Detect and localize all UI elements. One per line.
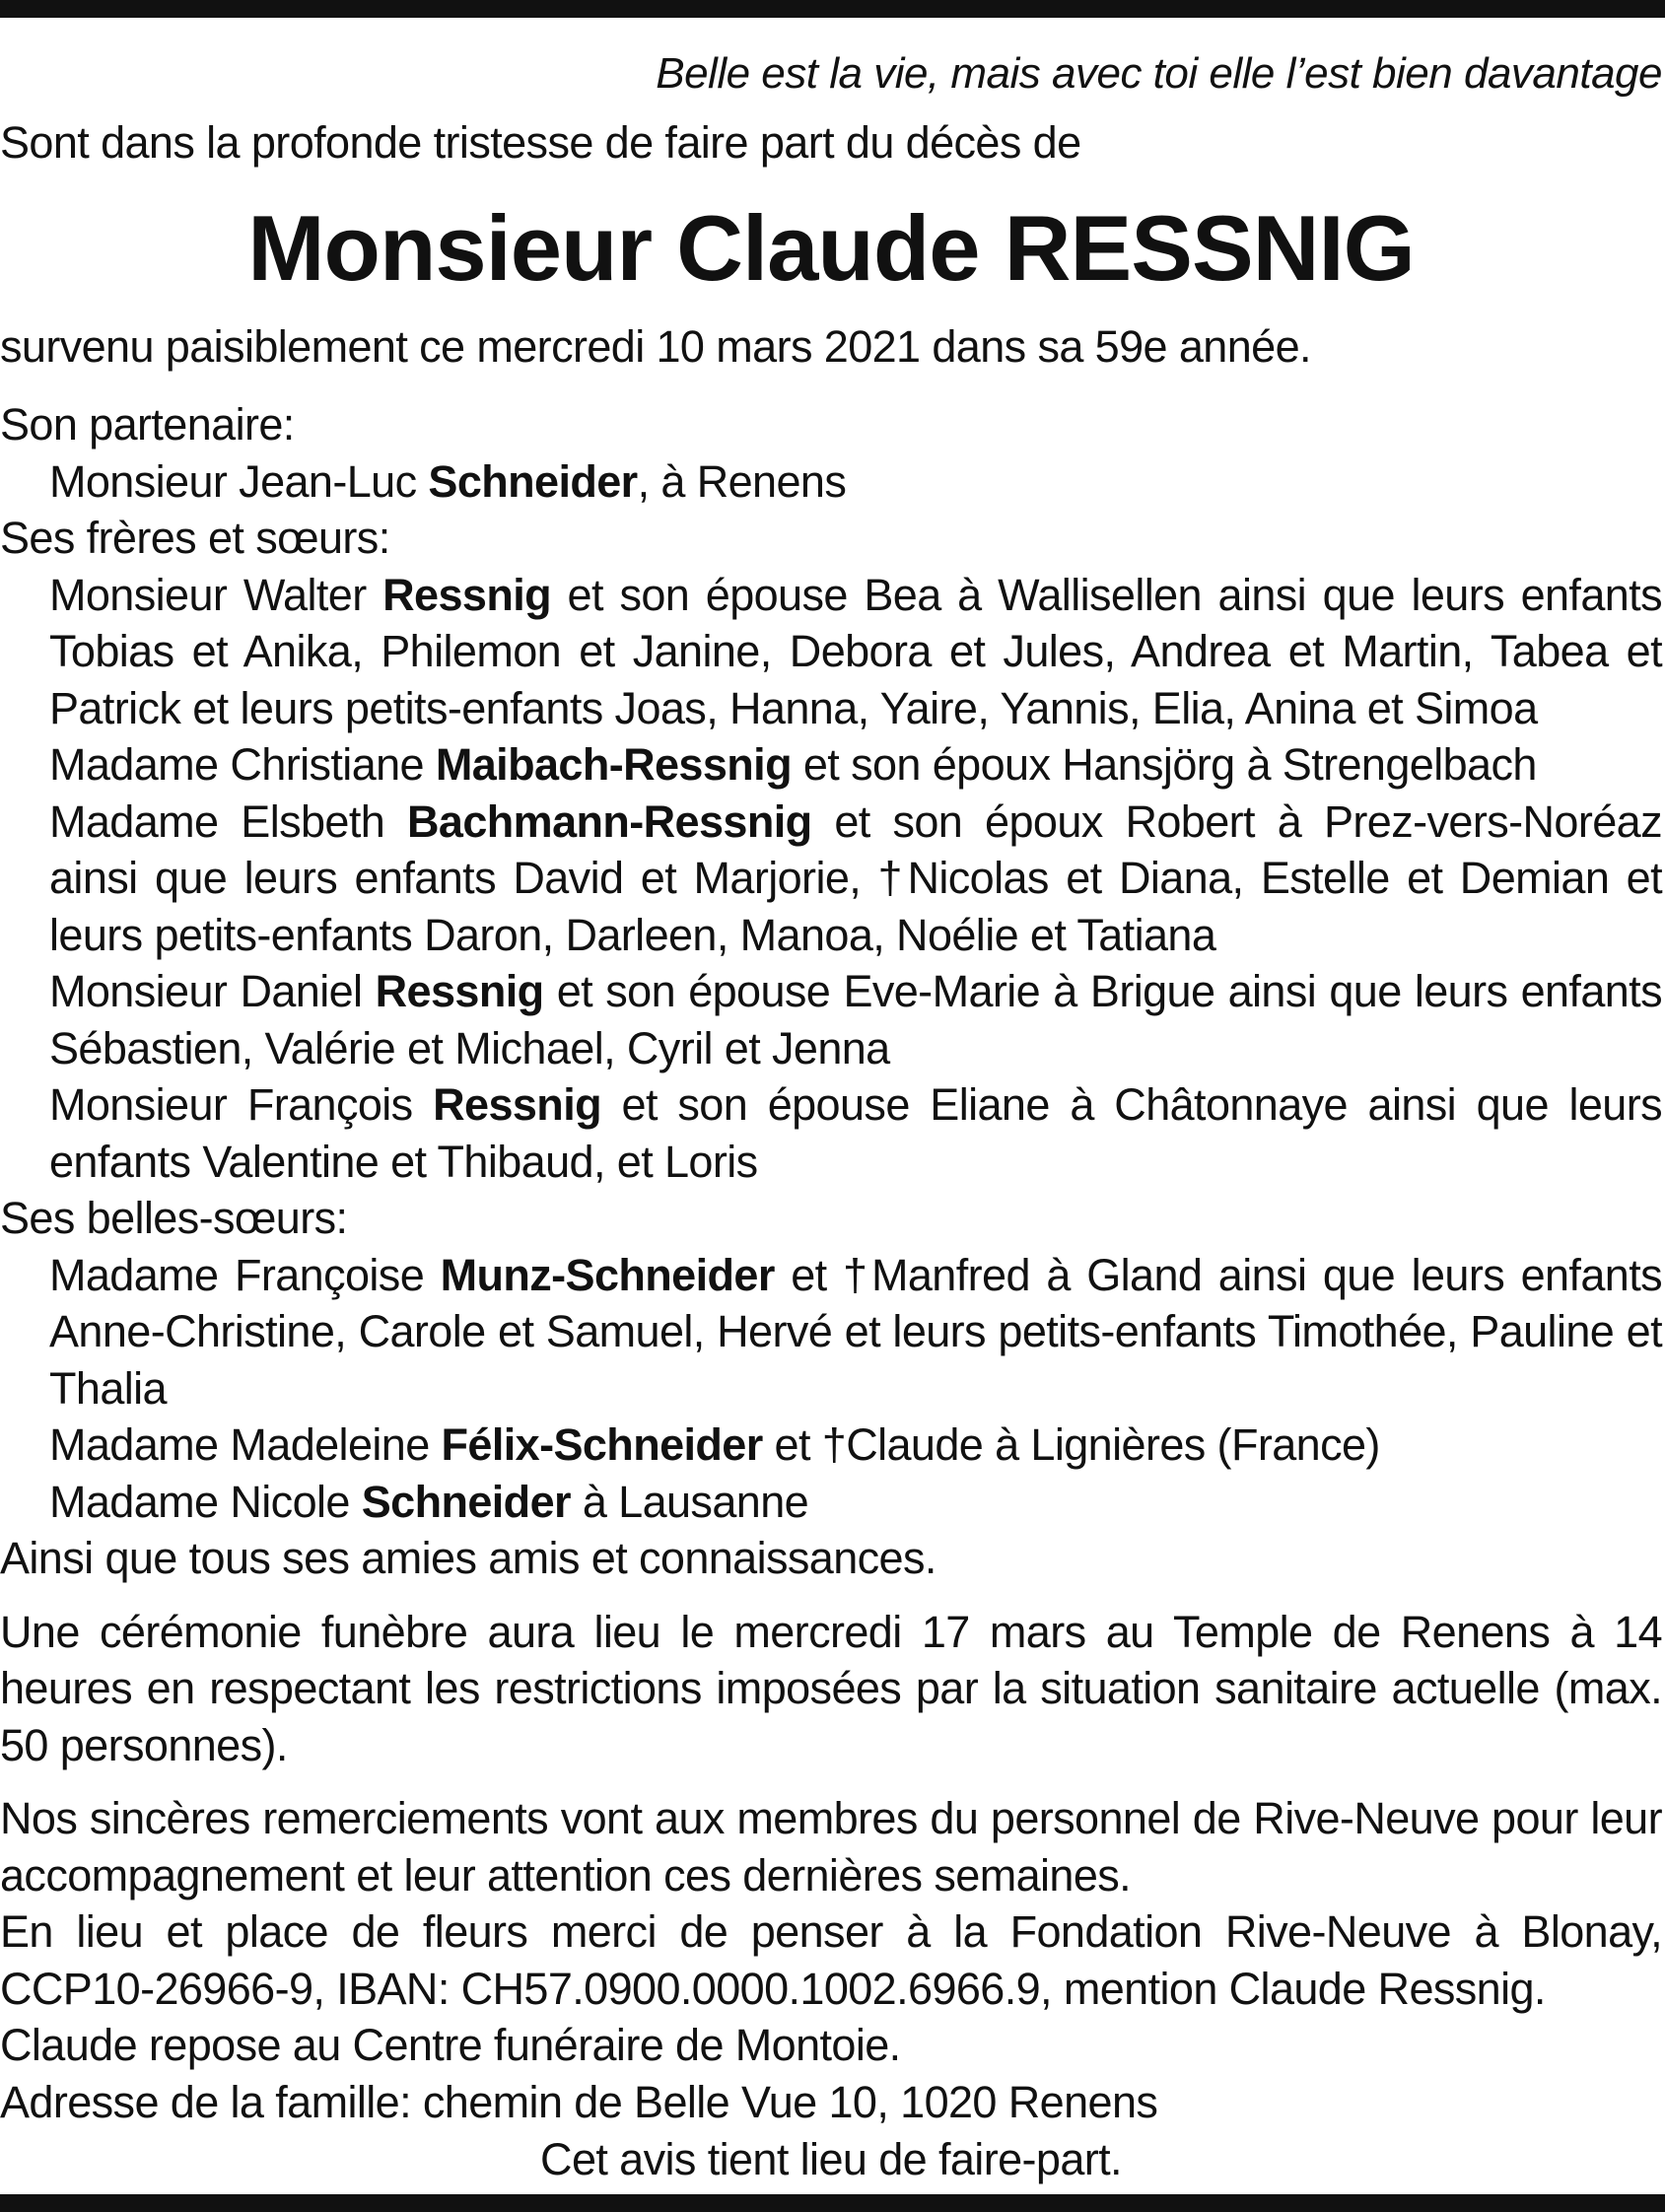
donations-paragraph: En lieu et place de fleurs merci de penser à la Fondation Rive-Neuve à Blonay, CCP10-26966-9, IBAN: CH57.0900.0000.1002.6966.9, mention Claude Ressnig. — [0, 1906, 1662, 2014]
top-border-rule — [0, 0, 1665, 18]
obituary-notice — [0, 39, 1662, 2189]
thanks-paragraph: Nos sincères remerciements vont aux membres du personnel de Rive-Neuve pour leur accompagnement et leur attention ces dernières semaines. — [0, 1793, 1662, 1901]
bottom-border-rule — [0, 2194, 1665, 2212]
closing-line: Cet avis tient lieu de faire-part. — [540, 2134, 1122, 2184]
ceremony-paragraph: Une cérémonie funèbre aura lieu le mercredi 17 mars au Temple de Renens à 14 heures en respectant les restrictions imposées par la situation sanitaire actuelle (max. 50 personnes). — [0, 1606, 1662, 1770]
sister-in-law-entry: Madame Madeleine Félix-Schneider et †Claude à Lignières (France) — [49, 1419, 1380, 1470]
epigraph-quote: Belle est la vie, mais avec toi elle l’est bien davantage — [656, 49, 1662, 98]
family-address-line: Adresse de la famille: chemin de Belle Vue 10, 1020 Renens — [0, 2076, 1158, 2127]
sibling-entry: Monsieur François Ressnig et son épouse Eliane à Châtonnaye ainsi que leurs enfants Valentine et Thibaud, et Loris — [49, 1079, 1662, 1187]
sibling-entry: Madame Christiane Maibach-Ressnig et son époux Hansjörg à Strengelbach — [49, 739, 1537, 790]
friends-line: Ainsi que tous ses amies amis et connaissances. — [0, 1533, 937, 1583]
sibling-entry: Monsieur Daniel Ressnig et son épouse Eve-Marie à Brigue ainsi que leurs enfants Sébastien, Valérie et Michael, Cyril et Jenna — [49, 966, 1662, 1073]
sister-in-law-entry: Madame Nicole Schneider à Lausanne — [49, 1476, 809, 1527]
announcement-intro: Sont dans la profonde tristesse de faire part du décès de — [0, 117, 1081, 168]
sibling-entry: Monsieur Walter Ressnig et son épouse Bea à Wallisellen ainsi que leurs enfants Tobias et Anika, Philemon et Janine, Debora et Jules, Andrea et Martin, Tabea et Patrick et leurs petits-enfants Joas, Hanna, Yaire, Yannis, Elia, Anina et Simoa — [49, 569, 1662, 733]
sisters-in-law-heading: Ses belles-sœurs: — [0, 1193, 348, 1243]
sister-in-law-entry: Madame Françoise Munz-Schneider et †Manfred à Gland ainsi que leurs enfants Anne-Christine, Carole et Samuel, Hervé et leurs petits-enfants Timothée, Pauline et Thalia — [49, 1249, 1662, 1414]
deceased-name: Monsieur Claude RESSNIG — [247, 196, 1415, 300]
partner-entry: Monsieur Jean-Luc Schneider, à Renens — [49, 455, 847, 507]
rest-place-line: Claude repose au Centre funéraire de Montoie. — [0, 2020, 901, 2070]
passing-date-line: survenu paisiblement ce mercredi 10 mars 2021 dans sa 59e année. — [0, 321, 1311, 372]
siblings-heading: Ses frères et sœurs: — [0, 513, 390, 563]
partner-heading: Son partenaire: — [0, 399, 295, 449]
sibling-entry: Madame Elsbeth Bachmann-Ressnig et son époux Robert à Prez-vers-Noréaz ainsi que leurs enfants David et Marjorie, †Nicolas et Diana, Estelle et Demian et leurs petits-enfants Daron, Darleen, Manoa, Noélie et Tatiana — [49, 795, 1662, 960]
